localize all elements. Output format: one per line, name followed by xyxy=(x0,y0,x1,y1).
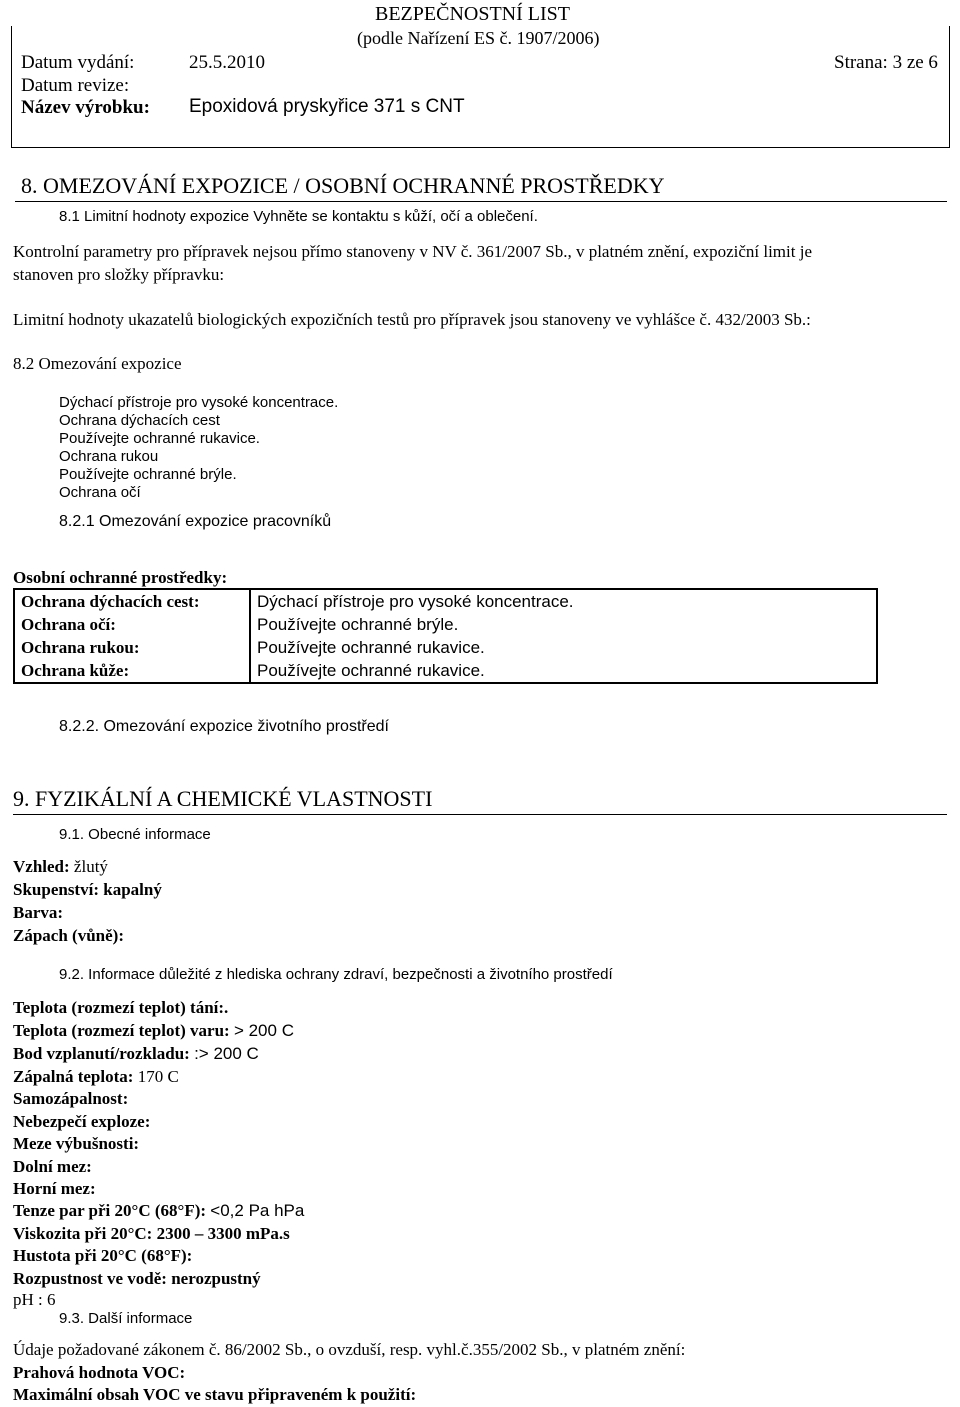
boiling-value: > 200 C xyxy=(233,1021,294,1040)
lower-limit-label: Dolní mez: xyxy=(13,1157,92,1176)
ppe-table xyxy=(13,588,878,684)
melting-label: Teplota (rozmezí teplot) tání:. xyxy=(13,998,229,1017)
section-9-underline xyxy=(13,814,947,815)
ph-value: pH : 6 xyxy=(13,1290,56,1309)
table-row xyxy=(14,659,877,683)
density-label: Hustota při 20°C (68°F): xyxy=(13,1246,193,1265)
section-8-1: 8.1 Limitní hodnoty expozice Vyhněte se kontaktu s kůží, očí a oblečení. xyxy=(59,208,538,225)
measure-item: Ochrana dýchacích cest xyxy=(59,412,220,429)
ppe-value: Používejte ochranné rukavice. xyxy=(250,659,877,683)
measure-item: Ochrana rukou xyxy=(59,448,159,465)
section-9-3: 9.3. Další informace xyxy=(59,1310,193,1327)
appearance-value: žlutý xyxy=(73,857,108,876)
measure-item: Dýchací přístroje pro vysoké koncentrace. xyxy=(59,394,339,411)
section-9-heading: 9. FYZIKÁLNÍ A CHEMICKÉ VLASTNOSTI xyxy=(13,786,433,811)
table-row xyxy=(14,636,877,659)
flash-value: :> 200 C xyxy=(194,1044,259,1063)
solubility-value: nerozpustný xyxy=(171,1269,261,1288)
bio-limits-text: Limitní hodnoty ukazatelů biologických expozičních testů pro přípravek jsou stanoveny ve vyhlášce č. 432/2003 Sb.: xyxy=(13,310,811,329)
vapor-label: Tenze par při 20°C (68°F): xyxy=(13,1201,207,1220)
section-9-2: 9.2. Informace důležité z hlediska ochrany zdraví, bezpečnosti a životního prostředí xyxy=(59,966,613,983)
explosive-limits-label: Meze výbušnosti: xyxy=(13,1134,140,1153)
boiling-label: Teplota (rozmezí teplot) varu: xyxy=(13,1021,230,1040)
revision-date-label: Datum revize: xyxy=(21,75,130,96)
measure-item: Ochrana očí xyxy=(59,484,141,501)
ppe-value: Dýchací přístroje pro vysoké koncentrace. xyxy=(250,589,877,613)
vapor-value: <0,2 Pa hPa xyxy=(210,1201,305,1220)
viscosity-label: Viskozita při 20°C: 2300 – 3300 mPa.s xyxy=(13,1224,290,1243)
section-8-2-2: 8.2.2. Omezování expozice životního prostředí xyxy=(59,718,389,735)
document-subtitle: (podle Nařízení ES č. 1907/2006) xyxy=(357,28,600,48)
product-label: Název výrobku: xyxy=(21,97,150,118)
voc-threshold-label: Prahová hodnota VOC: xyxy=(13,1363,186,1382)
ppe-label: Ochrana rukou: xyxy=(14,636,250,659)
ignition-value: 170 C xyxy=(137,1067,179,1086)
issue-date: 25.5.2010 xyxy=(189,52,265,73)
state-row xyxy=(13,880,162,900)
ppe-label: Ochrana dýchacích cest: xyxy=(14,589,250,613)
flash-label: Bod vzplanutí/rozkladu: xyxy=(13,1044,190,1063)
table-row xyxy=(14,613,877,636)
state-label: Skupenství: xyxy=(13,880,99,899)
solubility-row xyxy=(13,1269,261,1289)
self-ignition-label: Samozápalnost: xyxy=(13,1089,129,1108)
ppe-label: Ochrana kůže: xyxy=(14,659,250,683)
ppe-value: Používejte ochranné brýle. xyxy=(250,613,877,636)
color-label: Barva: xyxy=(13,903,64,922)
ppe-label: Ochrana očí: xyxy=(14,613,250,636)
ppe-value: Používejte ochranné rukavice. xyxy=(250,636,877,659)
page-number: Strana: 3 ze 6 xyxy=(834,52,938,73)
issue-date-label: Datum vydání: xyxy=(21,52,135,73)
state-value: kapalný xyxy=(103,880,162,899)
solubility-label: Rozpustnost ve vodě: xyxy=(13,1269,167,1288)
ppe-heading: Osobní ochranné prostředky: xyxy=(13,568,228,587)
boiling-row xyxy=(13,1021,294,1041)
legal-text: Údaje požadované zákonem č. 86/2002 Sb., o ovzduší, resp. vyhl.č.355/2002 Sb., v platném znění: xyxy=(13,1340,686,1359)
voc-max-label: Maximální obsah VOC ve stavu připraveném k použití: xyxy=(13,1385,417,1404)
measure-item: Používejte ochranné rukavice. xyxy=(59,430,260,447)
ignition-row xyxy=(13,1067,179,1087)
measure-item: Používejte ochranné brýle. xyxy=(59,466,237,483)
appearance-row xyxy=(13,857,108,877)
section-8-underline xyxy=(15,201,947,202)
params-line-1: Kontrolní parametry pro přípravek nejsou přímo stanoveny v NV č. 361/2007 Sb., v platném znění, expoziční limit je xyxy=(13,242,812,261)
section-8-heading: 8. OMEZOVÁNÍ EXPOZICE / OSOBNÍ OCHRANNÉ PROSTŘEDKY xyxy=(21,173,665,198)
section-9-1: 9.1. Obecné informace xyxy=(59,826,211,843)
odor-label: Zápach (vůně): xyxy=(13,926,124,945)
flash-row xyxy=(13,1044,259,1064)
table-row xyxy=(14,589,877,613)
section-8-2-1: 8.2.1 Omezování expozice pracovníků xyxy=(59,513,332,530)
upper-limit-label: Horní mez: xyxy=(13,1179,96,1198)
product-name: Epoxidová pryskyřice 371 s CNT xyxy=(189,96,465,117)
document-title: BEZPEČNOSTNÍ LIST xyxy=(375,3,570,25)
ignition-label: Zápalná teplota: xyxy=(13,1067,134,1086)
appearance-label: Vzhled: xyxy=(13,857,70,876)
params-line-2: stanoven pro složky přípravku: xyxy=(13,265,225,284)
vapor-row xyxy=(13,1201,304,1221)
section-8-2: 8.2 Omezování expozice xyxy=(13,354,182,373)
explosion-label: Nebezpečí exploze: xyxy=(13,1112,151,1131)
